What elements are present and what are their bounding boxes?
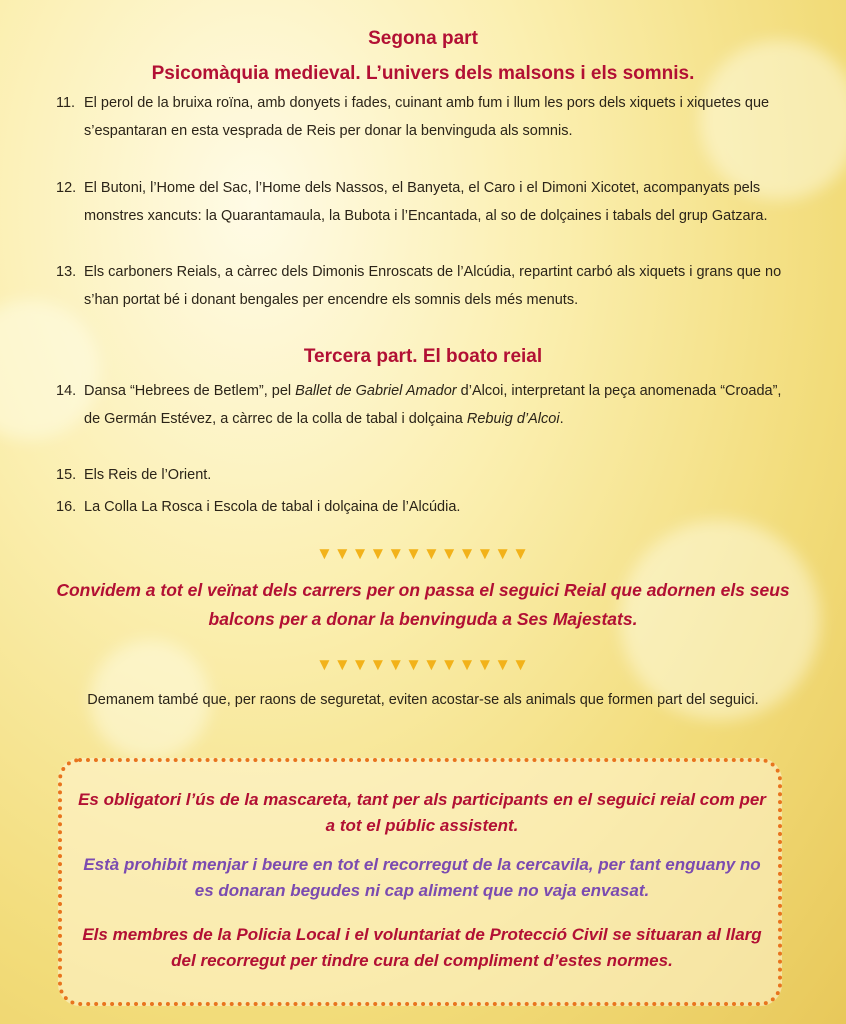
section3-title: Tercera part. El boato reial: [303, 346, 543, 367]
mask-notice: Es obligatori l’ús de la mascareta, tant per als participants en el seguici reial com per a tot el públic assistent.: [78, 790, 766, 835]
item-text-part: Dansa “Hebrees de Betlem”, pel: [84, 383, 296, 399]
item-text: El Butoni, l’Home del Sac, l’Home dels Nassos, el Banyeta, el Caro i el Dimoni Xicotet, acompanyats pels monstres xancuts: la Quarantamaula, la Bubota i l’Encantada, al so de dolçaines i tabals del grup Gatzara.: [84, 180, 768, 224]
item-text-part: d’Alcoi, interpretant la peça anomenada “Croada”, de Germán Estévez, a càrrec de la colla de tabal i dolçaina: [84, 383, 782, 427]
item-text: Els carboners Reials, a càrrec dels Dimonis Enroscats de l’Alcúdia, repartint carbó als xiquets i grans que no s’han portat bé i donant bengales per encendre els somnis dels més menuts.: [84, 264, 782, 308]
list-item: [56, 90, 784, 145]
food-notice: Està prohibit menjar i beure en tot el recorregut de la cercavila, per tant enguany no es donaran begudes ni cap aliment que no vaja envasat.: [83, 855, 761, 900]
item-number: 15.: [56, 467, 77, 483]
colla-name: Rebuig d’Alcoi: [466, 410, 560, 427]
arrow-divider: ▼▼▼▼▼▼▼▼▼▼▼▼: [316, 544, 530, 563]
request-text: Demanem també que, per raons de seguretat, eviten acostar-se als animals que formen part del seguici.: [87, 692, 759, 708]
list-item: [56, 175, 784, 230]
item-text: [56, 378, 784, 433]
item-number: 12.: [56, 180, 77, 196]
invite-text: Convidem a tot el veïnat dels carrers per on passa el seguici Reial que adornen els seus balcons per a donar la benvinguda a Ses Majestats.: [56, 580, 790, 629]
item-text-part: .: [559, 410, 564, 427]
item-number: 16.: [56, 499, 77, 515]
list-item: [56, 259, 784, 314]
item-number: 13.: [56, 264, 77, 280]
item-number: 11.: [56, 95, 76, 111]
ballet-name: Ballet de Gabriel Amador: [295, 383, 457, 399]
list-item: [56, 462, 784, 490]
police-notice: Els membres de la Policia Local i el voluntariat de Protecció Civil se situaran al llarg del recorregut per tindre cura del compliment d’estes normes.: [82, 925, 762, 970]
list-item: [56, 494, 784, 522]
section2-subtitle: Psicomàquia medieval. L’univers dels malsons i els somnis.: [151, 63, 695, 84]
item-text: La Colla La Rosca i Escola de tabal i dolçaina de l’Alcúdia.: [84, 499, 461, 515]
item-text: El perol de la bruixa roïna, amb donyets i fades, cuinant amb fum i llum les pors dels xiquets i xiquetes que s’espantaran en esta vesprada de Reis per donar la benvinguda als somnis.: [84, 95, 770, 139]
section2-title: Segona part: [368, 28, 478, 49]
item-text: Els Reis de l’Orient.: [84, 467, 212, 483]
list-item: [56, 378, 784, 433]
arrow-divider: ▼▼▼▼▼▼▼▼▼▼▼▼: [316, 655, 530, 674]
item-number: 14.: [56, 383, 77, 399]
